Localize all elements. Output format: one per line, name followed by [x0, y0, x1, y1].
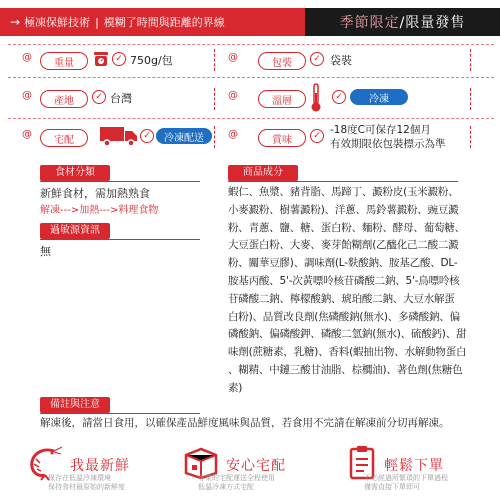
- check-icon: ✓: [310, 129, 324, 143]
- banner-slogan: 模糊了時間與距離的界線: [103, 16, 225, 29]
- banner-limited-sale: /限量發售: [399, 15, 466, 31]
- tag-underline: [228, 181, 458, 182]
- top-banner-right: [305, 8, 500, 36]
- tag-underline: [40, 413, 200, 414]
- ingredient-line: 味劑(蔗糖素，乳糖)、香料(蝦抽出物、水解動物蛋白: [228, 346, 467, 359]
- ingredient-line: 素): [228, 381, 243, 394]
- ingredient-line: 磷酸鈉、偏磷酸鉀、磷酸二氫鈉(無水)、硫酸鈣)、甜: [228, 328, 467, 341]
- feature-desc-order: 不必經過所繁瑣的下單過程 僅需直接下單即可: [364, 474, 448, 491]
- column-divider: [214, 49, 215, 71]
- feature-desc-fresh: 保存在低溫冷凍環境 保持食材最原始的新鮮度: [48, 474, 125, 491]
- ingredients-tag: 商品成分: [228, 165, 298, 181]
- check-icon: ✓: [310, 52, 324, 66]
- notes-tag: 備註與注意: [40, 397, 110, 413]
- notes-text: 解凍後，請當日食用，以確保產品鮮度風味與品質，若食用不完請在解凍前分切再解凍。: [40, 417, 450, 429]
- ingredient-line: 胺基丙酸、5'-次黃嘌呤核苷磷酸二鈉、5'-鳥嘌呤核: [228, 274, 460, 287]
- feature-title-order: 輕鬆下單: [384, 458, 444, 474]
- banner-separator: |: [95, 15, 99, 29]
- origin-value: 台灣: [110, 92, 132, 105]
- food-category-tag: 食材分類: [40, 165, 110, 181]
- shelf-life-value: -18度C可保存12個月 有效期限依包裝標示為準: [330, 124, 446, 150]
- check-icon: ✓: [92, 90, 106, 104]
- column-divider: [470, 88, 471, 110]
- delivery-label: 宅配: [40, 129, 88, 147]
- feature-title-fresh: 我最新鮮: [70, 458, 130, 474]
- temperature-value: 冷凍: [350, 89, 408, 105]
- ingredient-line: 小麥澱粉、樹薯澱粉)、洋蔥、馬鈴薯澱粉、豌豆澱: [228, 203, 459, 216]
- food-category-text: 新鮮食材，需加熱熟食: [40, 187, 150, 200]
- banner-season-limited: 季節限定: [339, 15, 400, 31]
- at-icon: @: [22, 90, 32, 101]
- food-category-steps: 解凍--->加熱--->料理食物: [40, 205, 159, 216]
- check-icon: ✓: [112, 52, 126, 66]
- scale-icon: [92, 48, 110, 70]
- top-banner-left: [0, 8, 305, 36]
- ingredient-line: 苷磷酸二鈉、檸檬酸鈉、琥珀酸二鈉、大豆水解蛋: [228, 292, 455, 305]
- row-divider: [8, 77, 494, 78]
- check-icon: ✓: [140, 129, 154, 143]
- weight-value: 750g/包: [130, 54, 173, 67]
- feature-title-delivery: 安心宅配: [226, 458, 286, 474]
- row-divider: [8, 118, 494, 119]
- check-icon: ✓: [332, 90, 346, 104]
- allergen-tag: 過敏源資訊: [40, 223, 110, 239]
- ingredient-line: 粉、關華豆膠)、調味劑(L-麩酸鈉、胺基乙酸、DL-: [228, 257, 458, 270]
- truck-icon: [98, 124, 140, 148]
- column-divider: [470, 126, 471, 148]
- allergen-value: 無: [40, 245, 51, 258]
- at-icon: @: [22, 129, 32, 140]
- ingredients-list: [228, 184, 490, 398]
- column-divider: [214, 88, 215, 110]
- package-value: 袋裝: [330, 54, 352, 67]
- ingredient-line: 、糊精、中鏈三酸甘油脂、棕櫚油)、著色劑(焦糖色: [228, 363, 463, 376]
- row-divider: [8, 44, 494, 45]
- feature-desc-delivery: 專業的宅配運送全程使用 低溫冷凍方式宅配: [198, 474, 275, 491]
- weight-label: 重量: [40, 52, 88, 70]
- ingredient-line: 大豆蛋白粉、大麥、麥芽飴糊劑(乙醯化己二酸二澱: [228, 239, 459, 252]
- shelf-life-label: 賞味: [258, 129, 306, 147]
- ingredient-line: 白粉)、品質改良劑(焦磷酸鈉(無水)、多磷酸鈉、偏: [228, 310, 460, 323]
- column-divider: [214, 126, 215, 148]
- origin-label: 產地: [40, 90, 88, 108]
- thermometer-icon: [308, 82, 324, 114]
- package-label: 包裝: [258, 52, 306, 70]
- at-icon: @: [228, 129, 238, 140]
- banner-title: 極凍保鮮技術: [24, 16, 91, 29]
- ingredient-line: 粉、青蔥、鹽、糖、蛋白粉、麵粉、酵母、葡萄糖、: [228, 221, 465, 234]
- tag-underline: [40, 239, 200, 240]
- temperature-label: 溫層: [258, 90, 306, 108]
- at-icon: @: [22, 52, 32, 63]
- at-icon: @: [228, 52, 238, 63]
- tag-underline: [40, 181, 200, 182]
- arrow-icon: →: [10, 15, 21, 29]
- delivery-value: 冷凍配送: [156, 128, 212, 144]
- column-divider: [470, 49, 471, 71]
- ingredient-line: 蝦仁、魚漿、豬背脂、馬蹄丁、澱粉皮(玉米澱粉、: [228, 186, 459, 198]
- at-icon: @: [228, 90, 238, 101]
